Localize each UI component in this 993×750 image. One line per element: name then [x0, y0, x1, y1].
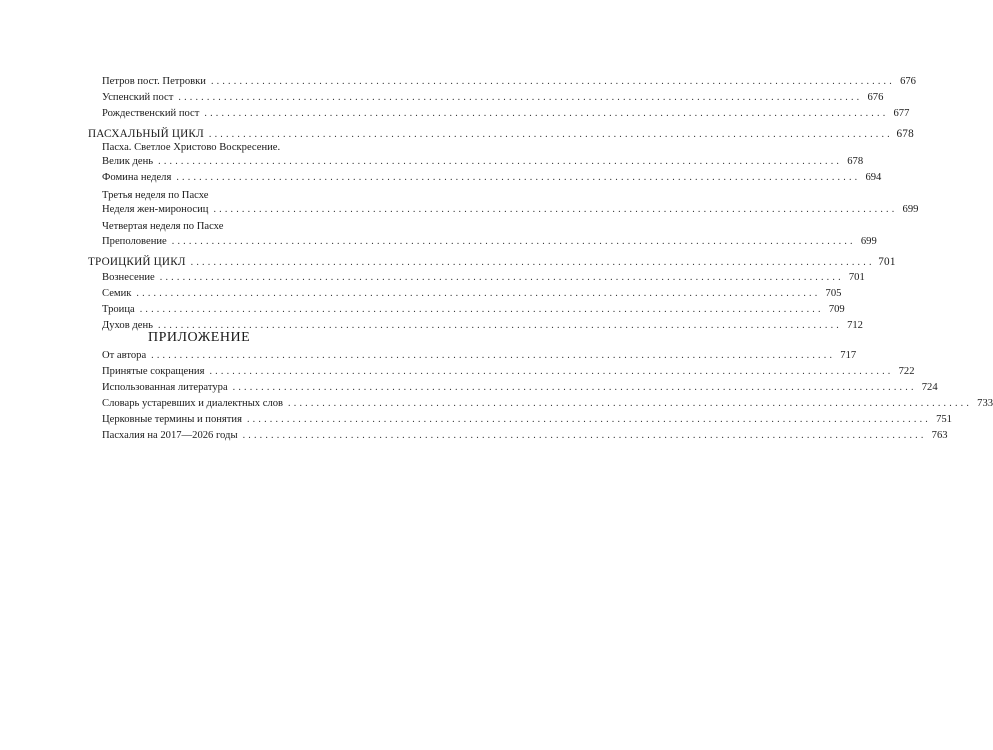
toc-entry-zhen-mironosits[interactable] [102, 204, 919, 216]
toc-entry-label: Фомина неделя [102, 172, 172, 183]
dot-leader: ........................................................................................................................ [209, 366, 894, 377]
toc-entry-semik[interactable] [102, 288, 842, 300]
toc-entry-page: 751 [936, 414, 952, 425]
dot-leader: ........................................................................................................................ [246, 414, 931, 425]
section-heading-easter-cycle[interactable] [88, 128, 914, 141]
toc-entry-page: 705 [825, 288, 842, 299]
toc-entry-label: От автора [102, 350, 147, 361]
toc-entry-label: Троица [102, 304, 135, 315]
toc-entry-page: 676 [900, 76, 916, 87]
toc-entry-label: Велик день [102, 156, 154, 167]
dot-leader: ........................................................................................................................ [159, 272, 844, 283]
toc-entry-fomina-nedelya[interactable] [102, 172, 882, 184]
toc-entry-label: Словарь устаревших и диалектных слов [102, 398, 284, 409]
toc-entry-slovar[interactable] [102, 398, 993, 410]
dot-leader: ........................................................................................................................ [213, 204, 898, 215]
toc-entry-label: Преполовение [102, 236, 167, 247]
toc-entry-ot-avtora[interactable] [102, 350, 857, 362]
toc-entry-label: Принятые сокращения [102, 366, 205, 377]
toc-entry-label: Неделя жен-мироносиц [102, 204, 209, 215]
dot-leader: ........................................................................................................................ [204, 108, 889, 119]
toc-entry-uspenskiy-post[interactable] [102, 92, 884, 104]
dot-leader: ........................................................................................................................ [158, 156, 843, 167]
dot-leader: ........................................................................................................................ [190, 257, 875, 268]
toc-entry-page: 676 [867, 92, 884, 103]
toc-entry-velik-den[interactable] [102, 156, 864, 168]
dot-leader: ........................................................................................................................ [151, 350, 836, 361]
dot-leader: ........................................................................................................................ [232, 382, 917, 393]
dot-leader: ........................................................................................................................ [136, 288, 821, 299]
toc-entry-label: Духов день [102, 320, 153, 331]
toc-entry-petrov-post[interactable] [102, 76, 916, 88]
toc-entry-page: 701 [848, 272, 865, 283]
toc-entry-page: 763 [931, 430, 948, 441]
toc-entry-label: Петров пост. Петровки [102, 76, 206, 87]
appendix-title: ПРИЛОЖЕНИЕ [148, 330, 251, 345]
toc-entry-page: 694 [865, 172, 882, 183]
toc-entry-title-line: Третья неделя по Пасхе [102, 190, 209, 201]
toc-entry-voznesenie[interactable] [102, 272, 865, 284]
toc-entry-sokrashcheniya[interactable] [102, 366, 915, 378]
toc-entry-page: 722 [898, 366, 915, 377]
dot-leader: ........................................................................................................................ [242, 430, 927, 441]
toc-entry-troitsa[interactable] [102, 304, 845, 316]
toc-entry-title-line: Четвертая неделя по Пасхе [102, 221, 224, 232]
toc-entry-label: Семик [102, 288, 132, 299]
dot-leader: ........................................................................................................................ [157, 320, 842, 331]
dot-leader: ........................................................................................................................ [176, 172, 861, 183]
section-heading-page: 701 [878, 256, 896, 268]
toc-entry-terminy[interactable] [102, 414, 952, 426]
toc-entry-page: 709 [828, 304, 845, 315]
toc-entry-label: Пасхалия на 2017—2026 годы [102, 430, 238, 441]
toc-entry-page: 699 [902, 204, 919, 215]
toc-entry-prepolovenie[interactable] [102, 236, 877, 248]
toc-entry-label: Использованная литература [102, 382, 228, 393]
dot-leader: ........................................................................................................................ [208, 129, 893, 140]
section-heading-label: ПАСХАЛЬНЫЙ ЦИКЛ [88, 128, 204, 140]
toc-entry-page: 699 [860, 236, 877, 247]
toc-entry-paskhaliya[interactable] [102, 430, 948, 442]
section-heading-page: 678 [896, 128, 914, 140]
toc-entry-label: Церковные термины и понятия [102, 414, 242, 425]
toc-entry-rozhdestvenskiy-post[interactable] [102, 108, 910, 120]
dot-leader: ........................................................................................................................ [171, 236, 856, 247]
section-heading-trinity-cycle[interactable] [88, 256, 896, 269]
dot-leader: ........................................................................................................................ [139, 304, 824, 315]
toc-entry-title-line: Пасха. Светлое Христово Воскресение. [102, 142, 281, 153]
toc-entry-label: Рождественский пост [102, 108, 200, 119]
toc-entry-page: 678 [847, 156, 864, 167]
toc-entry-page: 677 [893, 108, 910, 119]
dot-leader: ........................................................................................................................ [288, 398, 973, 409]
toc-entry-page: 712 [847, 320, 863, 331]
dot-leader: ........................................................................................................................ [210, 76, 895, 87]
toc-entry-page: 717 [840, 350, 857, 361]
section-heading-label: ТРОИЦКИЙ ЦИКЛ [88, 256, 186, 268]
dot-leader: ........................................................................................................................ [178, 92, 863, 103]
toc-entry-page: 724 [921, 382, 938, 393]
toc-entry-page: 733 [977, 398, 993, 409]
toc-entry-label: Успенский пост [102, 92, 174, 103]
toc-entry-label: Вознесение [102, 272, 155, 283]
toc-entry-literatura[interactable] [102, 382, 938, 394]
